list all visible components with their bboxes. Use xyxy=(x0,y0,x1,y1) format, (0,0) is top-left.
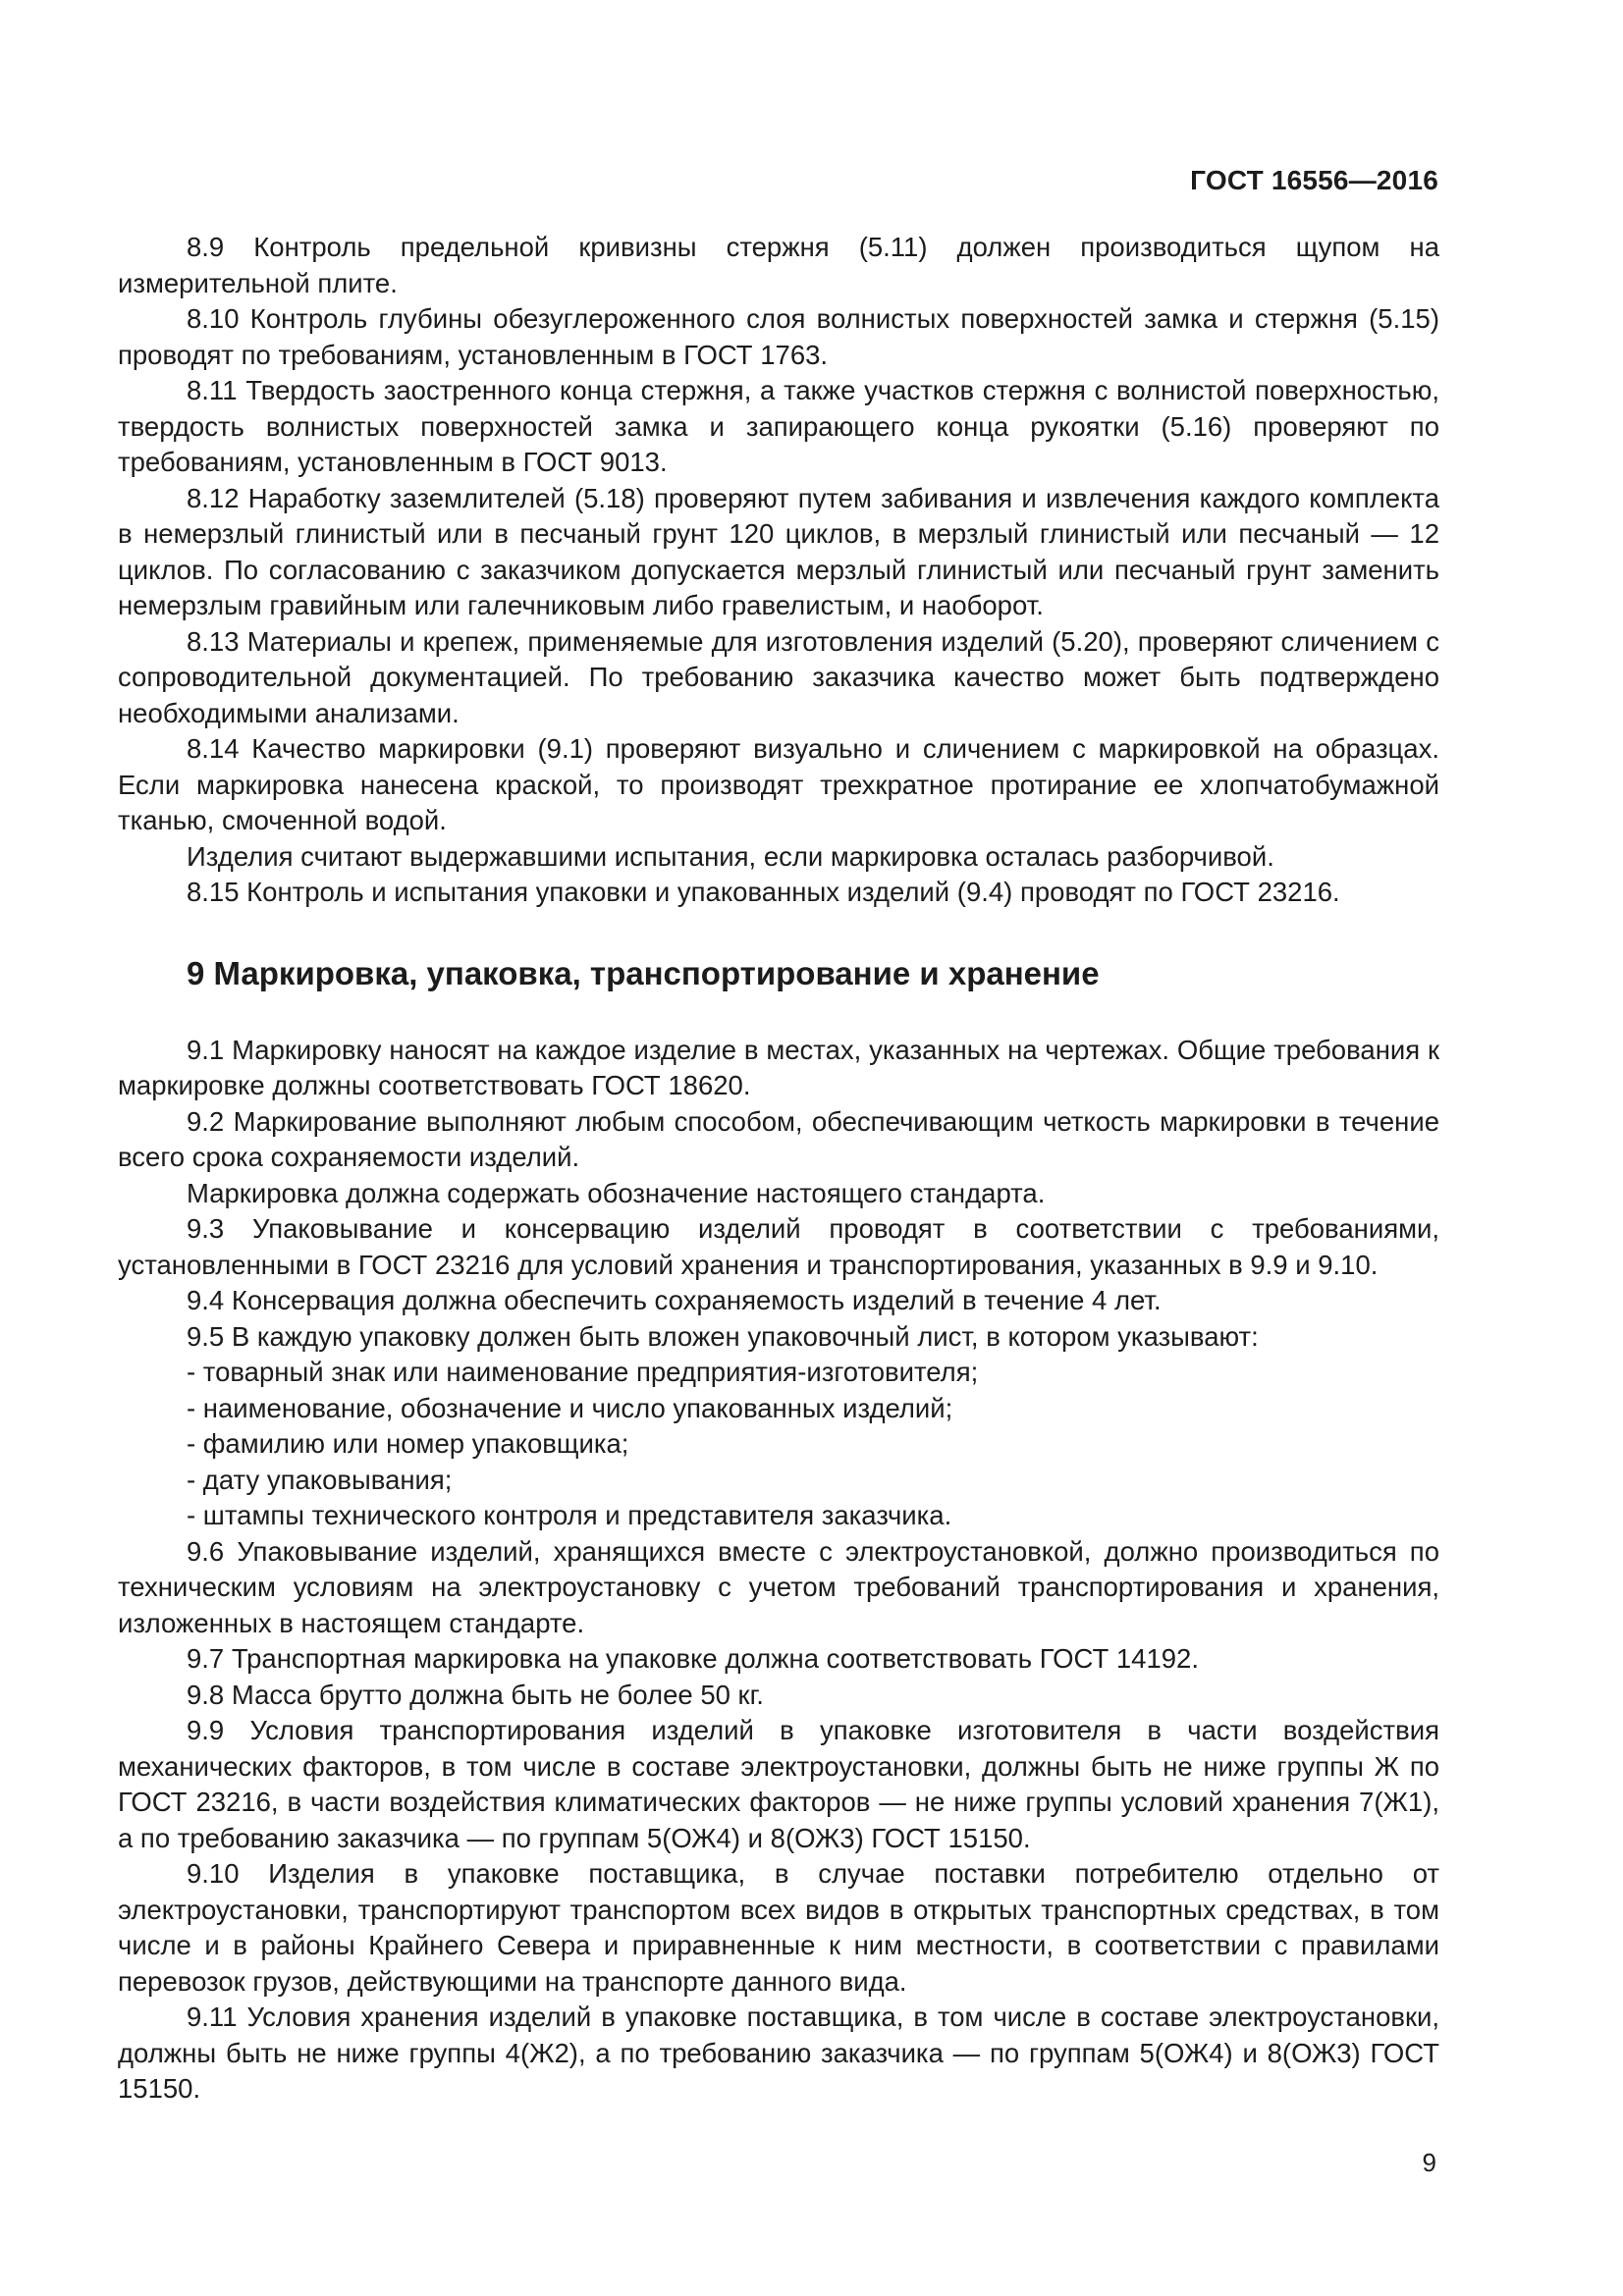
paragraph-9-4: 9.4 Консервация должна обеспечить сохраняемость изделий в течение 4 лет. xyxy=(187,1285,1162,1315)
paragraph-8-11: 8.11 Твердость заостренного конца стержня, а также участков стержня с волнистой поверхностью, твердость волнистых поверхностей замка и запирающего конца рукоятки (5.16) проверяют по требованиям, установленным в ГОСТ 9013. xyxy=(118,375,1439,477)
paragraph-9-2: 9.2 Маркирование выполняют любым способом, обеспечивающим четкость маркировки в течение всего срока сохраняемости изделий. xyxy=(118,1105,1439,1172)
paragraph-9-2-note: Маркировка должна содержать обозначение настоящего стандарта. xyxy=(187,1177,1046,1208)
paragraph-8-13: 8.13 Материалы и крепеж, применяемые для изготовления изделий (5.20), проверяют сличением с сопроводительной документацией. По требованию заказчика качество может быть подтверждено необходимыми анализами. xyxy=(118,625,1439,728)
section-9-heading: 9 Маркировка, упаковка, транспортирование и хранение xyxy=(187,954,1100,991)
paragraph-8-10: 8.10 Контроль глубины обезуглероженного слоя волнистых поверхностей замка и стержня (5.15) проводят по требованиям, установленным в ГОСТ 1763. xyxy=(118,303,1439,370)
list-item: - фамилию или номер упаковщика; xyxy=(187,1428,629,1459)
packing-list xyxy=(118,1355,1439,1534)
paragraph-9-11: 9.11 Условия хранения изделий в упаковке поставщика, в том числе в составе электроустановки, должны быть не ниже группы 4(Ж2), а по требованию заказчика — по группам 5(ОЖ4) и 8(ОЖ3) ГОСТ 15150. xyxy=(118,2002,1439,2104)
paragraph-8-14-note: Изделия считают выдержавшими испытания, если маркировка осталась разборчивой. xyxy=(187,840,1274,872)
list-item: - штампы технического контроля и представителя заказчика. xyxy=(187,1500,952,1530)
paragraph-9-1: 9.1 Маркировку наносят на каждое изделие в местах, указанных на чертежах. Общие требования к маркировке должны соответствовать ГОСТ 18620. xyxy=(118,1034,1439,1100)
paragraph-8-12: 8.12 Наработку заземлителей (5.18) проверяют путем забивания и извлечения каждого комплекта в немерзлый глинистый или в песчаный грунт 120 циклов, в мерзлый глинистый или песчаный — 12 циклов. По согласованию с заказчиком допускается мерзлый глинистый или песчаный грунт заменить немерзлым гравийным или галечниковым либо гравелистым, и наоборот. xyxy=(118,482,1439,620)
page-number: 9 xyxy=(1422,2148,1436,2177)
paragraph-8-15: 8.15 Контроль и испытания упаковки и упакованных изделий (9.4) проводят по ГОСТ 23216. xyxy=(187,877,1340,907)
page-body xyxy=(118,230,1439,2108)
list-item: - дату упаковывания; xyxy=(187,1464,453,1495)
paragraph-9-7: 9.7 Транспортная маркировка на упаковке должна соответствовать ГОСТ 14192. xyxy=(187,1643,1199,1674)
list-item: - наименование, обозначение и число упакованных изделий; xyxy=(187,1392,953,1423)
document-id: ГОСТ 16556—2016 xyxy=(1190,165,1438,195)
paragraph-8-9: 8.9 Контроль предельной кривизны стержня (5.11) должен производиться щупом на измерительной плите. xyxy=(118,232,1439,298)
list-item: - товарный знак или наименование предприятия-изготовителя; xyxy=(187,1357,979,1387)
paragraph-9-10: 9.10 Изделия в упаковке поставщика, в случае поставки потребителю отдельно от электроустановки, транспортируют транспортом всех видов в открытых транспортных средствах, в том числе и в районы Крайнего Севера и приравненные к ним местности, в соответствии с правилами перевозок грузов, действующими на транспорте данного вида. xyxy=(118,1858,1439,1997)
paragraph-9-9: 9.9 Условия транспортирования изделий в упаковке изготовителя в части воздействия механических факторов, в том числе в составе электроустановки, должны быть не ниже группы Ж по ГОСТ 23216, в части воздействия климатических факторов — не ниже группы условий хранения 7(Ж1), а по требованию заказчика — по группам 5(ОЖ4) и 8(ОЖ3) ГОСТ 15150. xyxy=(118,1715,1439,1853)
paragraph-8-14: 8.14 Качество маркировки (9.1) проверяют визуально и сличением с маркировкой на образцах. Если маркировка нанесена краской, то производят трехкратное протирание ее хлопчатобумажной тканью, смоченной водой. xyxy=(118,733,1439,835)
paragraph-9-6: 9.6 Упаковывание изделий, хранящихся вместе с электроустановкой, должно производиться по техническим условиям на электроустановку с учетом требований транспортирования и хранения, изложенных в настоящем стандарте. xyxy=(118,1535,1439,1638)
paragraph-9-8: 9.8 Масса брутто должна быть не более 50 кг. xyxy=(187,1679,764,1710)
paragraph-9-5: 9.5 В каждую упаковку должен быть вложен упаковочный лист, в котором указывают: xyxy=(187,1320,1259,1352)
paragraph-9-3: 9.3 Упаковывание и консервацию изделий проводят в соответствии с требованиями, установленными в ГОСТ 23216 для условий хранения и транспортирования, указанных в 9.9 и 9.10. xyxy=(118,1213,1439,1280)
